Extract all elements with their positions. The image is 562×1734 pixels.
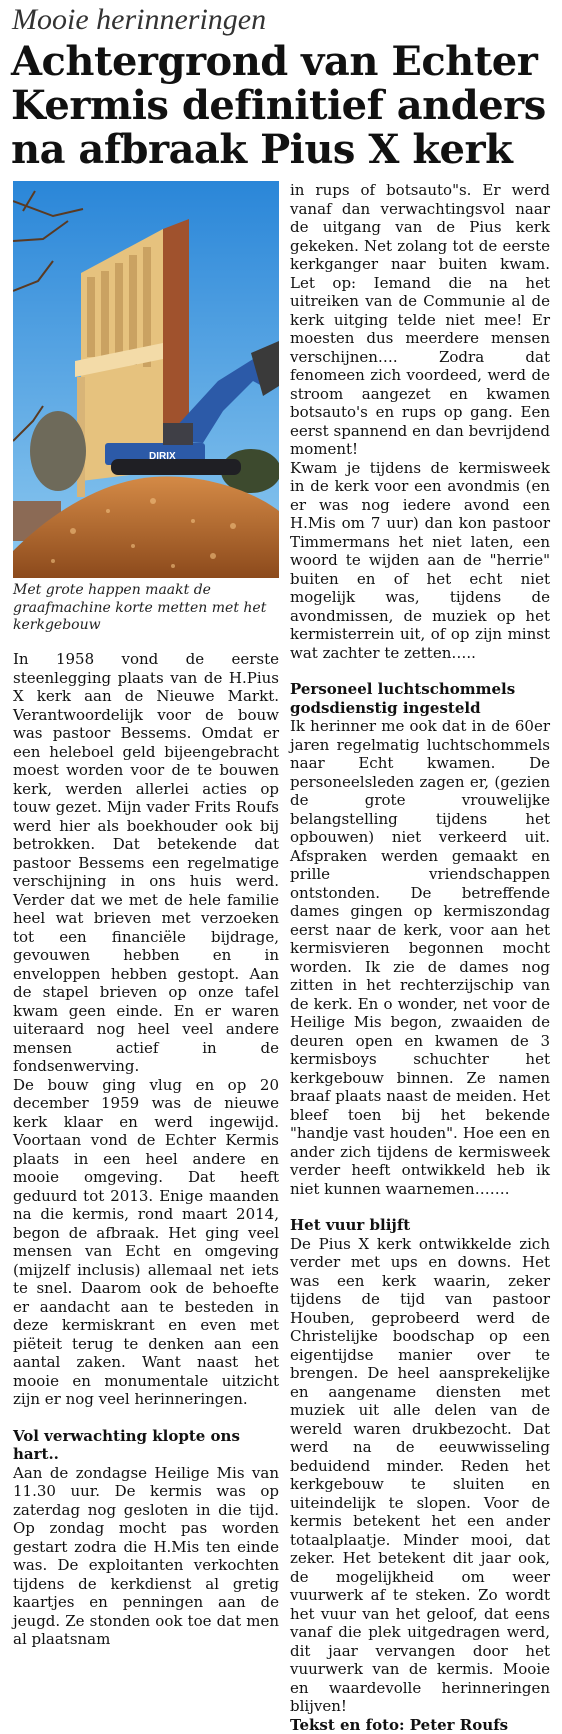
article-photo	[13, 181, 279, 578]
section-heading: Het vuur blijft	[290, 1216, 550, 1235]
paragraph-continuation: in rups of botsauto"s. Er werd vanaf dan verwachtingsvol naar de uitgang van de Pius kerk gekeken. Net zolang tot de eerste kerkganger naar buiten kwam. Let op: Iemand die na het uitreiken van de Communie al de kerk uitging telde niet mee! Er moesten dus meerdere mensen verschijnen…. Zodra dat fenomeen zich voordeed, werd de stroom aangezet en kwamen botsauto's en rups op gang. Een eerst spannend en dan bevrijdend moment!	[290, 181, 550, 459]
headline-line: na afbraak Pius X kerk	[11, 128, 556, 172]
headline-line: Achtergrond van Echter	[11, 40, 556, 84]
paragraph: In 1958 vond de eerste steenlegging plaats van de H.Pius X kerk aan de Nieuwe Markt. Verantwoordelijk voor de bouw was pastoor Bessems. Omdat er een heleboel geld bijeengebracht moest worden voor de te bouwen kerk, werden allerlei acties op touw gezet. Mijn vader Frits Roufs werd hier als boekhouder ook bij betrokken. Dat betekende dat pastoor Bessems een regelmatige verschijning in ons huis werd. Verder dat we met de hele familie heel wat brieven met verzoeken tot een financiële bijdrage, gevouwen hebben en in enveloppen hebben gestopt. Aan de stapel brieven op onze tafel kwam geen einde. En er waren uiteraard nog heel veel andere mensen actief in de fondsenwerving.	[13, 650, 279, 1076]
section-heading: Vol verwachting klopte ons hart..	[13, 1427, 279, 1464]
paragraph: Kwam je tijdens de kermisweek in de kerk voor een avondmis (en er was nog iedere avond een H.Mis om 7 uur) dan kon pastoor Timmermans het niet laten, een woord te wijden aan de "herrie" buiten en of het echt niet mogelijk was, tijdens de avondmissen, de muziek op het kermisterrein uit, of op zijn minst wat zachter te zetten…..	[290, 459, 550, 663]
machine-brand: DIRIX	[149, 451, 176, 462]
photo-caption: Met grote happen maakt de graafmachine korte metten met het kerkgebouw	[13, 582, 279, 635]
column-left	[13, 650, 279, 1649]
paragraph-continued: Aan de zondagse Heilige Mis van 11.30 uur. De kermis was op zaterdag nog gesloten in die tijd. Op zondag mocht pas worden gestart zodra die H.Mis ten einde was. De exploitanten verkochten tijdens de kerkdienst al gretig kaartjes en penningen aan de jeugd. Ze stonden ook toe dat men al plaatsnam	[13, 1464, 279, 1649]
headline-line: Kermis definitief anders	[11, 84, 556, 128]
paragraph: De Pius X kerk ontwikkelde zich verder met ups en downs. Het was een kerk waarin, zeker tijdens de tijd van pastoor Houben, geprobeerd werd de Christelijke boodschap op een eigentijdse manier over te brengen. De heel aansprekelijke en aangename diensten met muziek uit alle delen van de wereld waren drukbezocht. Dat werd na de eeuwwisseling beduidend minder. Reden het kerkgebouw te sluiten en uiteindelijk te slopen. Voor de kermis betekent het een ander totaalplaatje. Minder mooi, dat zeker. Het betekent dit jaar ook, de mogelijkheid om weer vuurwerk af te steken. Zo wordt het vuur van het geloof, dat eens vanaf die plek uitgedragen werd, dit jaar vervangen door het vuurwerk van de kermis. Mooie en waardevolle herinneringen blijven!	[290, 1235, 550, 1716]
tree-left	[30, 411, 86, 491]
author-credit: Tekst en foto: Peter Roufs	[290, 1716, 550, 1734]
section-heading: Personeel luchtschommels godsdienstig ingesteld	[290, 680, 550, 717]
paragraph: De bouw ging vlug en op 20 december 1959 was de nieuwe kerk klaar en werd ingewijd. Voortaan vond de Echter Kermis plaats in een heel andere en mooie omgeving. Dat heeft geduurd tot 2013. Enige maanden na die kermis, rond maart 2014, begon de afbraak. Het ging veel mensen van Echt en omgeving (mijzelf inclusis) allemaal net iets te snel. Daarom ook de behoefte er aandacht aan te besteden in deze kermiskrant en even met piëteit terug te denken aan een aantal zaken. Want naast het mooie en monumentale uitzicht zijn er nog veel herinneringen.	[13, 1076, 279, 1409]
kicker: Mooie herinneringen	[12, 2, 266, 38]
headline	[11, 40, 556, 172]
paragraph: Ik herinner me ook dat in de 60er jaren regelmatig luchtschommels naar Echt kwamen. De personeelsleden zagen er, (gezien de grote vrouwelijke belangstelling tijdens het opbouwen) niet verkeerd uit. Afspraken werden gemaakt en prille vriendschappen ontstonden. De betreffende dames gingen op kermiszondag eerst naar de kerk, voor aan het kermisvieren begonnen mocht worden. Ik zie de dames nog zitten in het rechterzijschip van de kerk. En o wonder, net voor de Heilige Mis begon, zwaaiden de deuren open en kwamen de 3 kermisboys schuchter het kerkgebouw binnen. Ze namen braaf plaats naast de meiden. Het bleef toen bij het bekende "handje vast houden". Hoe een en ander zich tijdens de kermisweek verder heeft ontwikkeld heb ik niet kunnen waarnemen…….	[290, 717, 550, 1198]
demolition-photo	[13, 181, 279, 578]
column-right	[290, 181, 550, 1734]
